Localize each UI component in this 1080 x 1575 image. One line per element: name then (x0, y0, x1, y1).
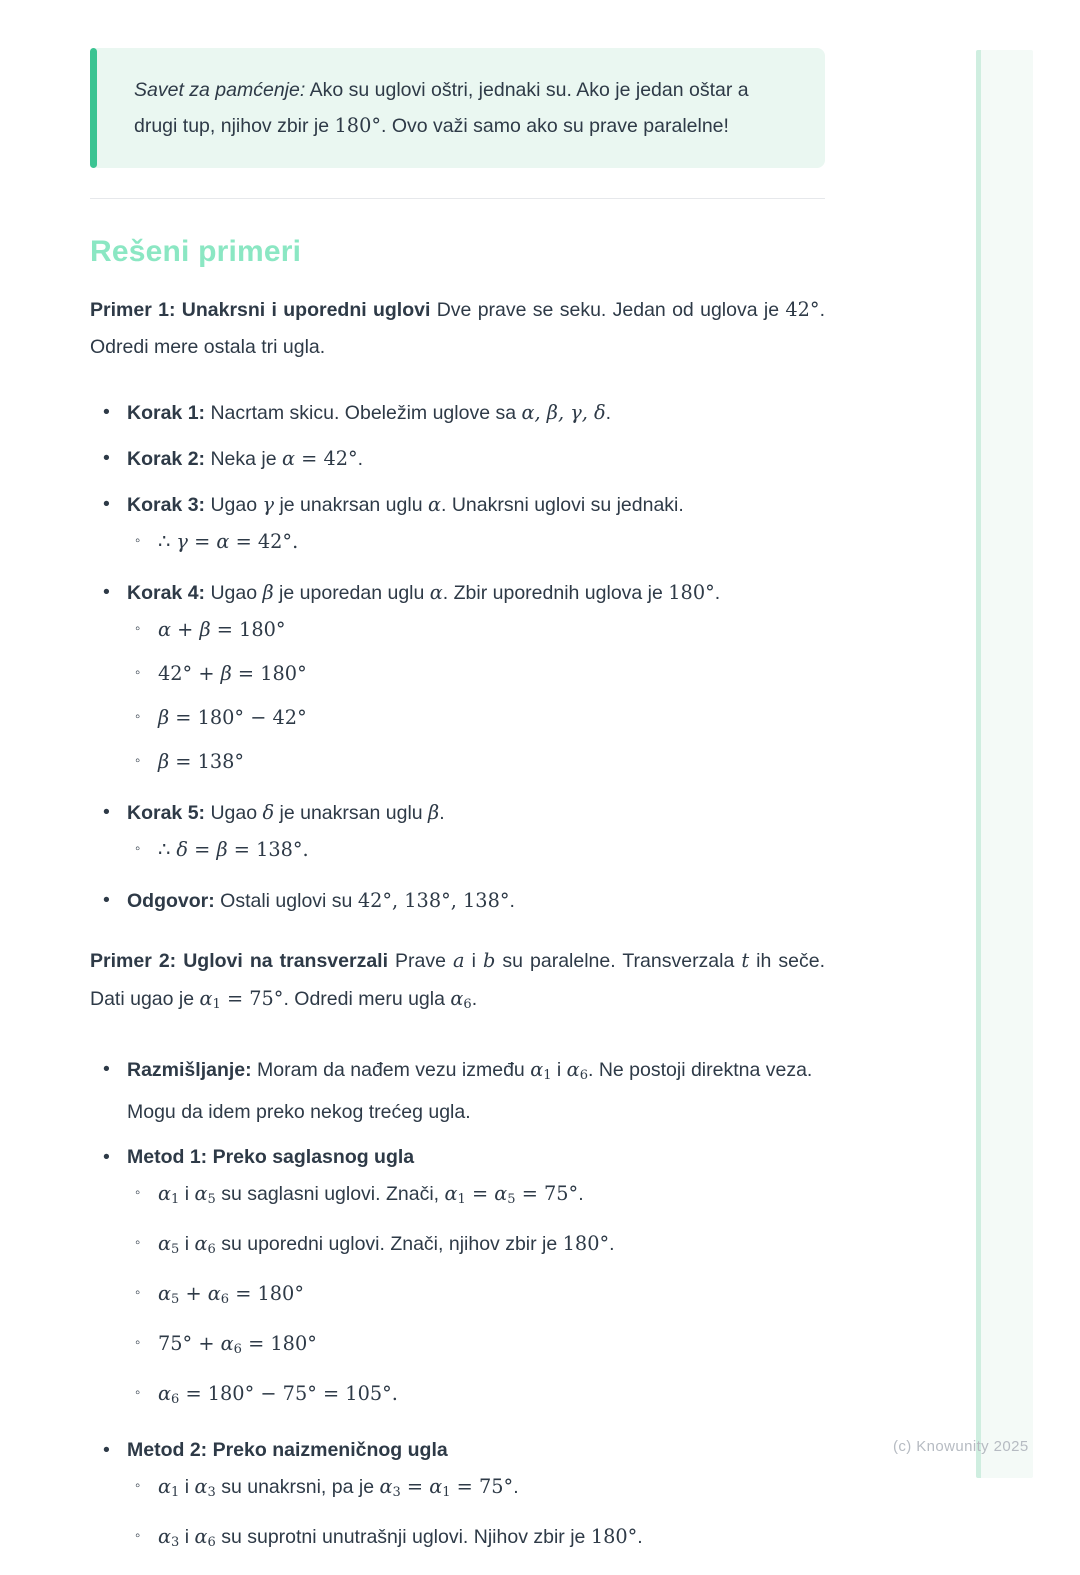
text-segment: Odgovor: (127, 890, 215, 912)
math-segment: 1 (543, 1068, 552, 1083)
list-item-text (127, 1059, 812, 1123)
text-segment: . Odredi meru ugla (283, 988, 451, 1010)
bullet-icon: • (103, 493, 110, 515)
math-segment: α (450, 987, 464, 1010)
math-segment: 6 (207, 1242, 216, 1257)
text-segment: i (179, 1476, 195, 1498)
math-segment: 3 (392, 1485, 401, 1500)
bullet-icon: • (103, 447, 110, 469)
math-segment: = (400, 1475, 430, 1498)
text-segment: i (179, 1526, 195, 1548)
sub-list-item-text (158, 1283, 304, 1305)
sub-list-item (127, 1469, 825, 1511)
text-segment: Ugao (205, 494, 263, 516)
math-segment: α (427, 493, 441, 516)
math-segment: 6 (463, 997, 472, 1012)
tip-callout (90, 48, 825, 168)
text-segment: . Ne postoji direktna veza. Mogu da idem preko nekog trećeg ugla. (127, 1059, 813, 1123)
math-segment: β (158, 750, 170, 773)
text-segment: Ugao (205, 582, 263, 604)
math-segment: α (199, 987, 213, 1010)
math-segment: α (194, 1525, 208, 1548)
bullet-icon: • (103, 1146, 110, 1168)
circle-bullet-icon: ◦ (135, 1477, 141, 1494)
text-segment: Primer 2: Uglovi na transverzali (90, 950, 389, 972)
math-segment: t (741, 949, 750, 972)
math-segment: γ (262, 493, 275, 516)
math-segment: = 138°. (227, 838, 309, 861)
sub-bullet-list (127, 1176, 825, 1418)
math-segment: α (158, 1525, 172, 1548)
math-segment: α (429, 1475, 443, 1498)
math-segment: 5 (507, 1192, 516, 1207)
list-item-text (127, 448, 363, 470)
sub-list-item (127, 700, 825, 736)
text-segment: . (509, 890, 515, 912)
math-segment: α (220, 1332, 234, 1355)
text-segment: . (637, 1526, 643, 1548)
math-segment: ∴ (158, 530, 177, 553)
bullet-icon: • (103, 401, 110, 423)
math-segment: 1 (171, 1192, 180, 1207)
math-segment: = 42° (295, 447, 358, 470)
math-segment: b (482, 949, 496, 972)
math-segment: 3 (207, 1485, 216, 1500)
circle-bullet-icon: ◦ (135, 1384, 141, 1401)
text-segment: Ugao (205, 802, 263, 824)
math-segment: = 180° (229, 1282, 304, 1305)
math-segment: 75° + (158, 1332, 221, 1355)
math-segment: β (216, 838, 228, 861)
math-segment: α (216, 530, 230, 553)
math-segment: α (158, 1232, 172, 1255)
math-segment: α (566, 1058, 580, 1081)
math-segment: 1 (171, 1485, 180, 1500)
section-divider (90, 198, 825, 199)
math-segment: δ (262, 801, 275, 824)
math-segment: α (207, 1282, 221, 1305)
math-segment: δ (176, 838, 189, 861)
math-segment: α (444, 1182, 458, 1205)
math-segment: 180° (668, 581, 715, 604)
sub-list-item (127, 1326, 825, 1368)
math-segment: α (158, 1382, 172, 1405)
sub-list-item (127, 744, 825, 780)
math-segment: α (494, 1182, 508, 1205)
circle-bullet-icon: ◦ (135, 752, 141, 769)
math-segment: 42° + (158, 662, 221, 685)
text-segment: Ostali uglovi su (214, 890, 358, 912)
math-segment: β (220, 662, 232, 685)
list-item (90, 440, 825, 478)
sub-list-item (127, 1226, 825, 1268)
sub-list-item-text (158, 1183, 584, 1205)
math-segment: 5 (207, 1192, 216, 1207)
circle-bullet-icon: ◦ (135, 532, 141, 549)
math-segment: 3 (171, 1535, 180, 1550)
sub-list-item-text (158, 619, 286, 641)
sub-list-item (127, 612, 825, 648)
sub-list-item (127, 1519, 825, 1561)
sub-list-item-text (158, 751, 244, 773)
math-segment: a (453, 949, 465, 972)
text-segment: Razmišljanje: (127, 1059, 252, 1081)
math-segment: 180° (334, 114, 382, 137)
math-segment: α (194, 1182, 208, 1205)
text-segment: i (551, 1059, 567, 1081)
math-segment: α (429, 581, 443, 604)
sub-list-item (127, 1376, 825, 1418)
circle-bullet-icon: ◦ (135, 1334, 141, 1351)
text-segment: Korak 3: (127, 494, 206, 516)
text-segment: i (179, 1233, 195, 1255)
text-segment: Korak 5: (127, 802, 206, 824)
math-segment: α (158, 1475, 172, 1498)
math-segment: = 180° − 42° (169, 706, 307, 729)
primer-2-steps (90, 1051, 825, 1561)
sub-list-item (127, 832, 825, 868)
math-segment: α (530, 1058, 544, 1081)
text-segment: . Odredi mere ostala tri ugla. (90, 299, 825, 358)
math-segment: α (379, 1475, 393, 1498)
math-segment: β (262, 581, 274, 604)
sub-list-item-text (158, 707, 307, 729)
sub-list-item (127, 1276, 825, 1318)
text-segment: Nacrtam skicu. Obeležim uglove sa (205, 402, 522, 424)
text-segment: . (513, 1476, 519, 1498)
math-segment: 180° (590, 1525, 638, 1548)
text-segment: . (578, 1183, 584, 1205)
circle-bullet-icon: ◦ (135, 1527, 141, 1544)
math-segment: = 180° − 75° = 105°. (179, 1382, 398, 1405)
text-segment: Korak 2: (127, 448, 206, 470)
text-segment: je unakrsan uglu (274, 494, 428, 516)
text-segment: Ako su uglovi oštri, jednaki su. Ako je jedan oštar a drugi tup, njihov zbir je (134, 79, 749, 137)
list-item (90, 1432, 825, 1561)
text-segment: Metod 1: Preko saglasnog ugla (127, 1146, 415, 1168)
math-segment: α, β, γ, δ (521, 401, 606, 424)
math-segment: = (188, 838, 217, 861)
math-segment: 1 (212, 997, 221, 1012)
math-segment: = 42°. (229, 530, 299, 553)
math-segment: 42°, 138°, 138° (357, 889, 510, 912)
math-segment: 6 (207, 1535, 216, 1550)
math-segment: β (199, 618, 211, 641)
text-segment: ih seče. Dati ugao je (90, 950, 826, 1010)
text-segment: Korak 1: (127, 402, 206, 424)
text-segment: su uporedni uglovi. Znači, njihov zbir je (215, 1233, 563, 1255)
primer-1-intro (90, 291, 825, 366)
list-item-text (127, 402, 611, 424)
math-segment: = 138° (169, 750, 245, 773)
text-segment: . (714, 582, 721, 604)
math-segment: α (194, 1475, 208, 1498)
list-item-text (127, 582, 720, 604)
math-segment: 6 (171, 1392, 180, 1407)
math-segment: γ (176, 530, 188, 553)
list-item (90, 1051, 825, 1131)
text-segment: Dve prave se seku. Jedan od uglova je (430, 299, 786, 321)
list-item-text (127, 802, 445, 824)
sub-list-item (127, 1176, 825, 1218)
text-segment: Metod 2: Preko naizmeničnog ugla (127, 1439, 448, 1461)
circle-bullet-icon: ◦ (135, 664, 141, 681)
math-segment: + (171, 618, 200, 641)
sub-list-item (127, 656, 825, 692)
primer-2-intro (90, 942, 825, 1023)
math-segment: 6 (220, 1292, 230, 1307)
text-segment: su saglasni uglovi. Znači, (215, 1183, 445, 1205)
text-segment: su unakrsni, pa je (215, 1476, 380, 1498)
list-item (90, 394, 825, 432)
sub-list-item-text (158, 1333, 317, 1355)
circle-bullet-icon: ◦ (135, 708, 141, 725)
math-segment: = 180° (231, 662, 307, 685)
math-segment: α (158, 1282, 172, 1305)
text-segment: su paralelne. Transverzala (495, 950, 742, 972)
text-segment: i (179, 1183, 195, 1205)
bullet-icon: • (103, 1439, 110, 1461)
sub-bullet-list (127, 612, 825, 780)
callout-text (134, 79, 749, 137)
math-segment: 6 (579, 1068, 588, 1083)
bullet-icon: • (103, 889, 110, 911)
sub-bullet-list (127, 832, 825, 868)
math-segment: = (465, 1182, 495, 1205)
math-segment: α (281, 447, 296, 470)
circle-bullet-icon: ◦ (135, 1284, 141, 1301)
sub-list-item-text (158, 663, 307, 685)
list-item-text (127, 1146, 414, 1168)
bullet-icon: • (103, 1058, 110, 1080)
math-segment: 42° (785, 298, 820, 321)
list-item-text (127, 1439, 448, 1461)
bullet-icon: • (103, 581, 110, 603)
text-segment: Prave (388, 950, 454, 972)
math-segment: = 75° (515, 1182, 579, 1205)
math-segment: 5 (171, 1292, 180, 1307)
circle-bullet-icon: ◦ (135, 1184, 141, 1201)
text-segment: . Ovo važi samo ako su prave paralelne! (381, 115, 729, 137)
math-segment: α (158, 618, 172, 641)
list-item (90, 882, 825, 920)
callout-accent-bar (90, 48, 97, 168)
document-page (90, 0, 825, 1575)
circle-bullet-icon: ◦ (135, 840, 141, 857)
list-item (90, 574, 825, 780)
text-segment: je uporedan uglu (273, 582, 430, 604)
circle-bullet-icon: ◦ (135, 620, 141, 637)
math-segment: = 180° (210, 618, 286, 641)
math-segment: = 75° (450, 1475, 514, 1498)
copyright-watermark: (c) Knowunity 2025 (893, 1438, 1029, 1455)
math-segment: β (428, 801, 440, 824)
text-segment: . (609, 1233, 615, 1255)
circle-bullet-icon: ◦ (135, 1234, 141, 1251)
text-segment: . Zbir uporednih uglova je (442, 582, 669, 604)
list-item-text (127, 494, 684, 516)
math-segment: + (179, 1282, 208, 1305)
text-segment: Moram da nađem vezu između (251, 1059, 531, 1081)
text-segment: . (471, 988, 478, 1010)
list-item (90, 486, 825, 560)
text-segment: Korak 4: (127, 582, 206, 604)
text-segment: su suprotni unutrašnji uglovi. Njihov zbir je (215, 1526, 591, 1548)
list-item-text (127, 890, 515, 912)
primer-1-steps (90, 394, 825, 920)
math-segment: 6 (233, 1342, 242, 1357)
text-segment: Primer 1: Unakrsni i uporedni uglovi (90, 299, 431, 321)
next-page-edge (976, 50, 1033, 1478)
text-segment: Neka je (205, 448, 282, 470)
content-blocks (90, 291, 825, 1561)
sub-list-item-text (158, 839, 309, 861)
math-segment: 1 (442, 1485, 451, 1500)
sub-list-item-text (158, 531, 298, 553)
text-segment: Savet za pamćenje: (134, 79, 306, 101)
list-item (90, 1139, 825, 1418)
sub-bullet-list (127, 524, 825, 560)
text-segment: . Unakrsni uglovi su jednaki. (441, 494, 684, 516)
math-segment: β (158, 706, 170, 729)
math-segment: 5 (171, 1242, 180, 1257)
math-segment: = 180° (241, 1332, 317, 1355)
sub-list-item-text (158, 1526, 643, 1548)
list-item (90, 794, 825, 868)
math-segment: α (194, 1232, 208, 1255)
sub-list-item-text (158, 1383, 398, 1405)
math-segment: ∴ (158, 838, 177, 861)
math-segment: = 75° (220, 987, 284, 1010)
math-segment: 180° (562, 1232, 610, 1255)
math-segment: = (187, 530, 217, 553)
sub-list-item-text (158, 1476, 519, 1498)
math-segment: α (158, 1182, 172, 1205)
sub-list-item (127, 524, 825, 560)
text-segment: je unakrsan uglu (274, 802, 429, 824)
text-segment: . (439, 802, 445, 824)
text-segment: i (464, 950, 483, 972)
sub-list-item-text (158, 1233, 615, 1255)
sub-bullet-list (127, 1469, 825, 1561)
section-heading: Rešeni primeri (90, 235, 302, 268)
math-segment: 1 (457, 1192, 466, 1207)
text-segment: . (357, 448, 364, 470)
text-segment: . (605, 402, 612, 424)
bullet-icon: • (103, 801, 110, 823)
